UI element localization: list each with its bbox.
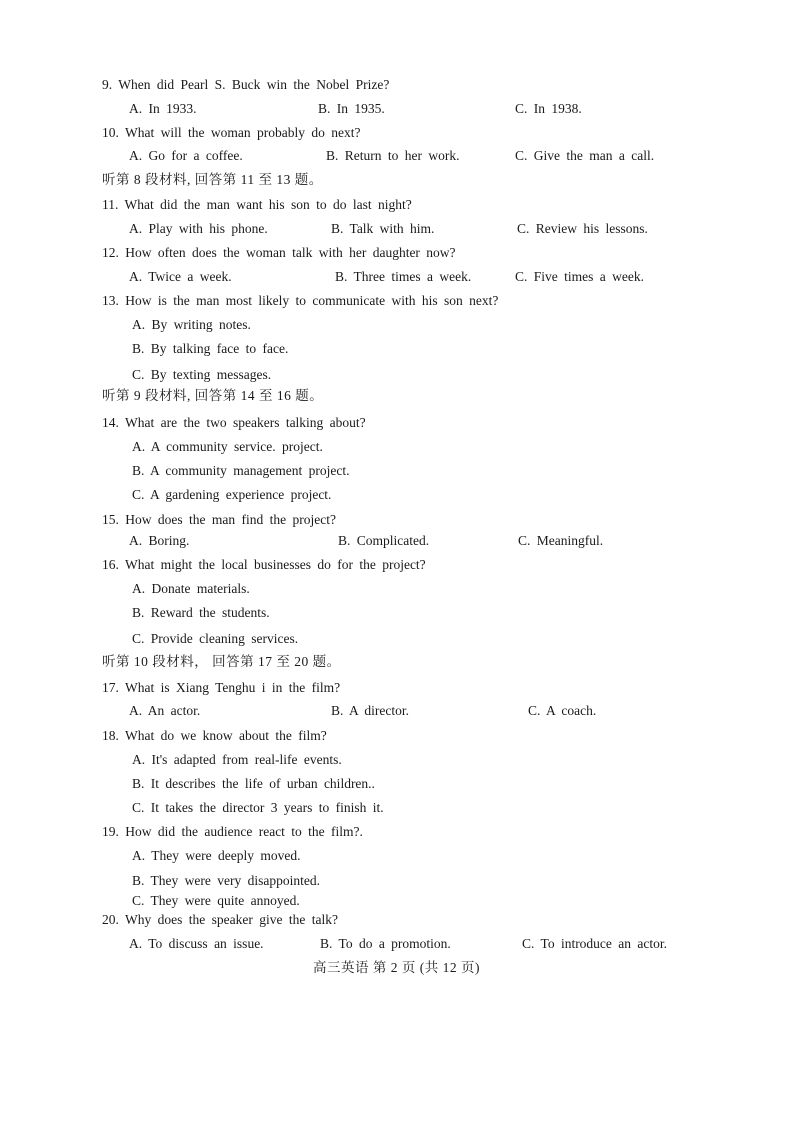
option-b: B. They were very disappointed. [132, 873, 320, 888]
option-a: A. Go for a coffee. [129, 148, 243, 163]
option-c: C. It takes the director 3 years to finish it. [132, 800, 384, 815]
section-instruction: 听第 8 段材料, 回答第 11 至 13 题。 [102, 172, 323, 187]
option-a: A. It's adapted from real-life events. [132, 752, 342, 767]
question-stem: 11. What did the man want his son to do last night? [102, 197, 412, 212]
option-b: B. By talking face to face. [132, 341, 289, 356]
question-stem: 15. How does the man find the project? [102, 512, 336, 527]
question-stem: 14. What are the two speakers talking about? [102, 415, 366, 430]
option-a: A. Boring. [129, 533, 190, 548]
question-stem: 18. What do we know about the film? [102, 728, 327, 743]
option-c: C. To introduce an actor. [522, 936, 668, 951]
option-a: A. An actor. [129, 703, 201, 718]
section-instruction: 听第 9 段材料, 回答第 14 至 16 题。 [102, 388, 324, 403]
option-b: B. Talk with him. [331, 221, 435, 236]
option-b: B. Complicated. [338, 533, 430, 548]
option-c: C. Review his lessons. [517, 221, 648, 236]
option-b: B. It describes the life of urban children.. [132, 776, 375, 791]
option-c: C. They were quite annoyed. [132, 893, 300, 908]
option-a: A. A community service. project. [132, 439, 323, 454]
option-a: A. By writing notes. [132, 317, 251, 332]
question-stem: 19. How did the audience react to the film?. [102, 824, 363, 839]
option-c: C. Provide cleaning services. [132, 631, 299, 646]
page-number: 高三英语 第 2 页 (共 12 页) [313, 960, 480, 975]
option-c: C. A gardening experience project. [132, 487, 332, 502]
option-c: C. In 1938. [515, 101, 582, 116]
option-a: A. Twice a week. [129, 269, 232, 284]
option-b: B. To do a promotion. [320, 936, 451, 951]
option-a: A. They were deeply moved. [132, 848, 301, 863]
option-b: B. In 1935. [318, 101, 385, 116]
option-c: C. Five times a week. [515, 269, 644, 284]
option-b: B. A community management project. [132, 463, 350, 478]
option-a: A. To discuss an issue. [129, 936, 264, 951]
question-stem: 17. What is Xiang Tenghu i in the film? [102, 680, 341, 695]
option-b: B. Three times a week. [335, 269, 472, 284]
option-c: C. By texting messages. [132, 367, 272, 382]
section-instruction: 听第 10 段材料， 回答第 17 至 20 题。 [102, 654, 341, 669]
option-a: A. In 1933. [129, 101, 197, 116]
question-stem: 16. What might the local businesses do for the project? [102, 557, 426, 572]
question-stem: 12. How often does the woman talk with her daughter now? [102, 245, 456, 260]
option-c: C. Give the man a call. [515, 148, 655, 163]
option-a: A. Play with his phone. [129, 221, 268, 236]
option-b: B. Return to her work. [326, 148, 460, 163]
option-c: C. Meaningful. [518, 533, 604, 548]
option-b: B. A director. [331, 703, 409, 718]
option-c: C. A coach. [528, 703, 597, 718]
question-stem: 9. When did Pearl S. Buck win the Nobel Prize? [102, 77, 390, 92]
question-stem: 13. How is the man most likely to communicate with his son next? [102, 293, 499, 308]
option-b: B. Reward the students. [132, 605, 270, 620]
question-stem: 10. What will the woman probably do next? [102, 125, 361, 140]
question-stem: 20. Why does the speaker give the talk? [102, 912, 338, 927]
option-a: A. Donate materials. [132, 581, 250, 596]
